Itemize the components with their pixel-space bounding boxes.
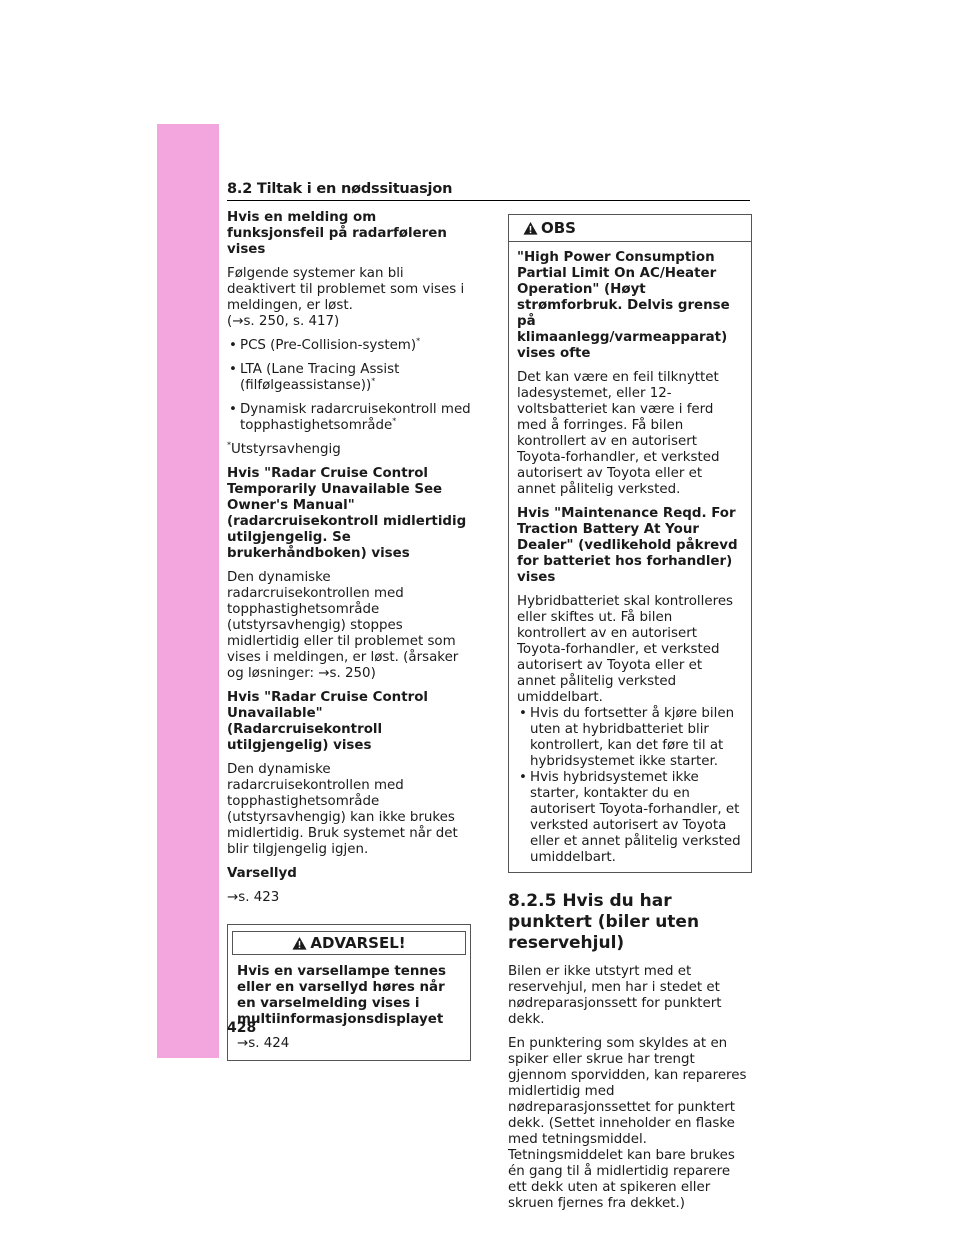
heading-radar-cruise-unavailable: Hvis "Radar Cruise Control Unavailable" (Radarcruisekontroll utilgjengelig) vises	[227, 690, 428, 753]
paragraph-systems-deactivated	[227, 266, 472, 330]
notice-box-title: OBS	[541, 219, 576, 237]
warning-box-header	[232, 931, 466, 955]
footnote-marker: *	[371, 376, 376, 386]
paragraph-systems-deactivated-text: Følgende systemer kan bli deaktivert til problemet som vises i meldingen, er løst.	[227, 266, 465, 313]
notice-box-body	[509, 242, 751, 872]
warning-box-body	[228, 955, 470, 1060]
paragraph-puncture-repair: En punktering som skyldes at en spiker eller skrue har trengt gjennom sporvidden, kan repareres midlertidig med nødreparasjonssettet for punktert dekk. (Settet inneholder en flaske med tetningsmiddel. Tetningsmiddelet kan bare brukes én gang til å midlertidig reparere ett dekk uten at spikeren eller skruen fjernes fra dekket.)	[508, 1036, 747, 1211]
notice-paragraph-traction-battery: Hybridbatteriet skal kontrolleres eller skiftes ut. Få bilen kontrollert av en autorisert Toyota-forhandler, et verksted autorisert av Toyota eller et annet pålitelig verksted umiddelbart.	[517, 594, 734, 705]
section-header	[227, 180, 750, 198]
heading-warning-sound: Varsellyd	[227, 866, 297, 881]
warning-box	[227, 924, 471, 1061]
paragraph-no-spare-wheel: Bilen er ikke utstyrt med et reservehjul, men har i stedet et nødreparasjonssett for punktert dekk.	[508, 964, 722, 1027]
page-number: 428	[227, 1020, 257, 1036]
list-item: • LTA (Lane Tracing Assist (filfølgeassistanse))*	[227, 362, 472, 394]
paragraph-warning-sound-ref: →s. 423	[227, 890, 280, 905]
footnote-marker: *	[416, 336, 421, 346]
heading-radar-sensor-malfunction: Hvis en melding om funksjonsfeil på radarføleren vises	[227, 210, 447, 257]
paragraph-radar-cruise-unavailable: Den dynamiske radarcruisekontrollen med topphastighetsområde (utstyrsavhengig) kan ikke brukes midlertidig. Bruk systemet når det blir tilgjengelig igjen.	[227, 762, 458, 857]
footnote-marker: *	[392, 416, 397, 426]
warning-triangle-icon	[523, 221, 538, 236]
notice-list	[517, 706, 743, 866]
notice-heading-traction-battery: Hvis "Maintenance Reqd. For Traction Battery At Your Dealer" (vedlikehold påkrevd for batteriet hos forhandler) vises	[517, 506, 738, 585]
left-column	[227, 210, 472, 1061]
list-item: • PCS (Pre-Collision-system)*	[227, 338, 472, 354]
notice-paragraph-high-power: Det kan være en feil tilknyttet ladesystemet, eller 12-voltsbatteriet kan være i ferd med å forringes. Få bilen kontrollert av en autorisert Toyota-forhandler, et verksted autorisert av Toyota eller et annet pålitelig verksted.	[517, 370, 720, 497]
right-column	[508, 214, 752, 1212]
header-rule	[227, 200, 750, 201]
footnote: *Utstyrsavhengig	[227, 440, 341, 457]
deactivated-systems-list	[227, 338, 472, 434]
warning-box-title: ADVARSEL!	[310, 934, 406, 952]
list-item: • Hvis du fortsetter å kjøre bilen uten at hybridbatteriet blir kontrollert, kan det føre til at hybridsystemet ikke starter.	[517, 706, 743, 770]
notice-heading-high-power: "High Power Consumption Partial Limit On AC/Heater Operation" (Høyt strømforbruk. Delvis grense på klimaanlegg/varmeapparat) vises ofte	[517, 250, 730, 361]
warning-ref: →s. 424	[237, 1036, 290, 1051]
section-title: 8.2 Tiltak i en nødssituasjon	[227, 181, 453, 197]
list-item: • Dynamisk radarcruisekontroll med topphastighetsområde*	[227, 402, 472, 434]
list-item: • Hvis hybridsystemet ikke starter, kontakter du en autorisert Toyota-forhandler, et verksted autorisert av Toyota eller et annet pålitelig verksted umiddelbart.	[517, 770, 743, 866]
notice-box	[508, 214, 752, 873]
heading-radar-cruise-temporarily-unavailable: Hvis "Radar Cruise Control Temporarily Unavailable See Owner's Manual" (radarcruisekontroll midlertidig utilgjengelig. Se brukerhåndboken) vises	[227, 466, 467, 561]
subsection-heading: 8.2.5 Hvis du har punktert (biler uten reservehjul)	[508, 891, 700, 953]
page-side-tab	[157, 124, 219, 1058]
paragraph-systems-deactivated-ref: (→s. 250, s. 417)	[227, 314, 340, 329]
paragraph-radar-cruise-temporarily-unavailable: Den dynamiske radarcruisekontrollen med topphastighetsområde (utstyrsavhengig) stoppes midlertidig eller til problemet som vises i meldingen, er løst. (årsaker og løsninger: →s. 250)	[227, 570, 459, 681]
warning-heading: Hvis en varsellampe tennes eller en varsellyd høres når en varselmelding vises i multiinformasjonsdisplayet	[237, 964, 446, 1027]
warning-triangle-icon	[292, 936, 307, 951]
notice-box-header	[509, 219, 751, 237]
